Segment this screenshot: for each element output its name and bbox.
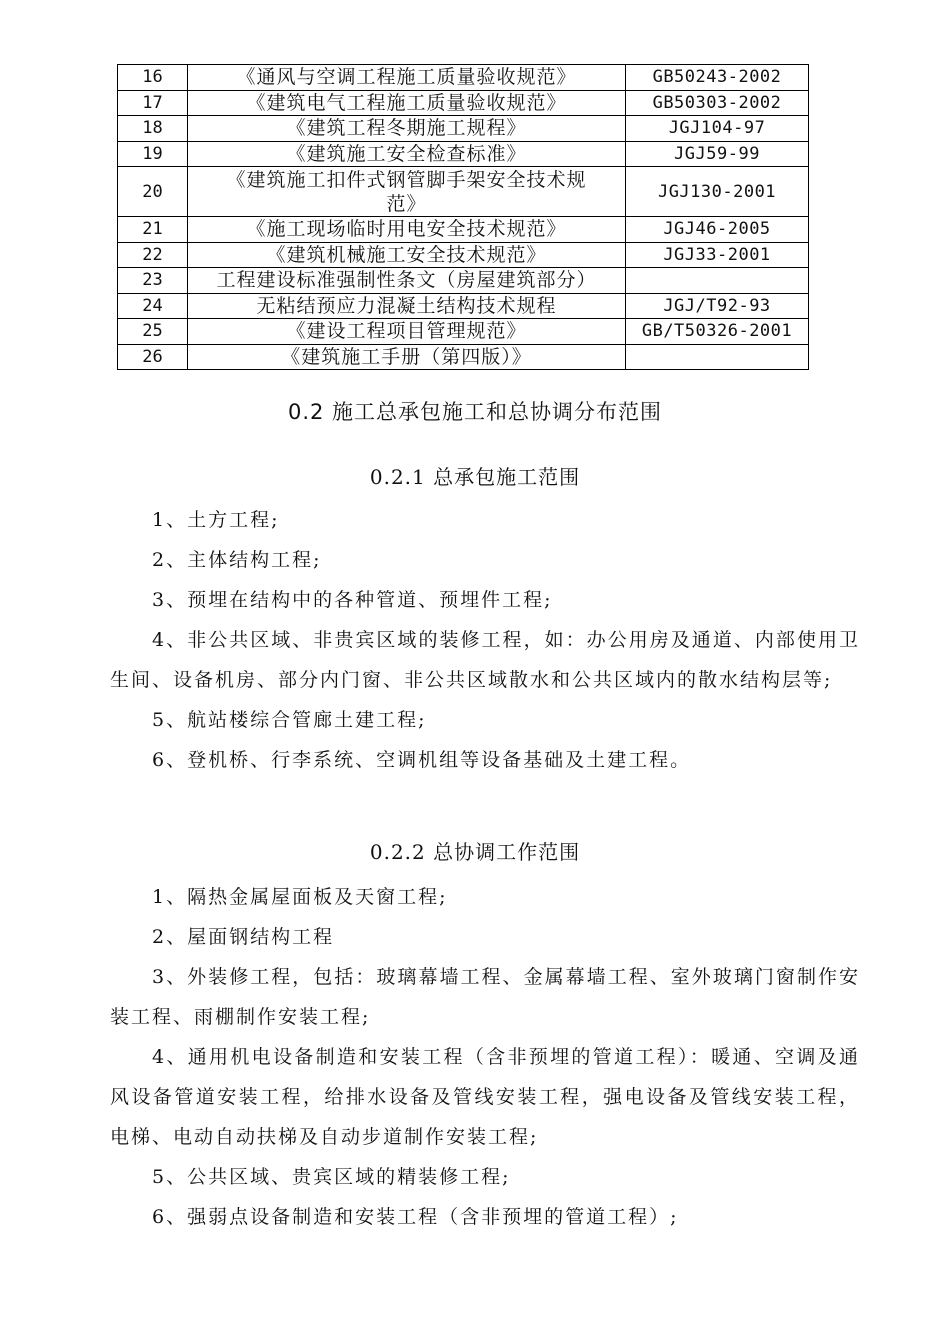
- standard-code: [626, 344, 809, 370]
- table-row: [118, 217, 809, 243]
- standard-code: [626, 268, 809, 294]
- list-item: 2、屋面钢结构工程: [152, 926, 335, 948]
- subsection-heading-0-2-2: 0.2.2 总协调工作范围: [369, 840, 581, 864]
- standard-name: 无粘结预应力混凝土结构技术规程: [188, 293, 626, 319]
- standard-code: JGJ130-2001: [626, 167, 809, 217]
- table-row: [118, 65, 809, 91]
- standard-name: 《施工现场临时用电安全技术规范》: [188, 217, 626, 243]
- table-row: [118, 268, 809, 294]
- row-number: 25: [118, 319, 188, 345]
- standard-name: 《建筑施工扣件式钢管脚手架安全技术规范》: [188, 167, 626, 217]
- standard-code: JGJ104-97: [626, 116, 809, 142]
- list-item: 1、土方工程;: [152, 509, 280, 531]
- standard-code: JGJ/T92-93: [626, 293, 809, 319]
- table-row: [118, 90, 809, 116]
- standard-name: 《通风与空调工程施工质量验收规范》: [188, 65, 626, 91]
- row-number: 22: [118, 242, 188, 268]
- subsection-heading-0-2-1: 0.2.1 总承包施工范围: [369, 465, 581, 489]
- list-item: 1、隔热金属屋面板及天窗工程;: [152, 886, 448, 908]
- table-row: [118, 293, 809, 319]
- standard-code: GB/T50326-2001: [626, 319, 809, 345]
- list-item: 4、非公共区域、非贵宾区域的装修工程，如：办公用房及通道、内部使用卫生间、设备机房、部分内门窗、非公共区域散水和公共区域内的散水结构层等;: [110, 629, 860, 691]
- standard-name: 《建筑机械施工安全技术规范》: [188, 242, 626, 268]
- standards-table: [117, 64, 809, 370]
- standard-name: 《建筑施工手册（第四版）》: [188, 344, 626, 370]
- table-row: [118, 344, 809, 370]
- list-item: 6、强弱点设备制造和安装工程（含非预埋的管道工程）;: [152, 1206, 679, 1228]
- list-item: 2、主体结构工程;: [152, 549, 322, 571]
- standard-name: 《建筑电气工程施工质量验收规范》: [188, 90, 626, 116]
- row-number: 23: [118, 268, 188, 294]
- row-number: 19: [118, 141, 188, 167]
- list-item: 5、航站楼综合管廊土建工程;: [152, 709, 427, 731]
- table-row: [118, 141, 809, 167]
- table-row: [118, 242, 809, 268]
- standard-code: JGJ59-99: [626, 141, 809, 167]
- row-number: 21: [118, 217, 188, 243]
- standard-code: JGJ46-2005: [626, 217, 809, 243]
- standard-code: GB50243-2002: [626, 65, 809, 91]
- standard-name: 《建设工程项目管理规范》: [188, 319, 626, 345]
- list-item: 3、外装修工程，包括：玻璃幕墙工程、金属幕墙工程、室外玻璃门窗制作安装工程、雨棚制作安装工程;: [110, 966, 860, 1028]
- standard-name: 《建筑工程冬期施工规程》: [188, 116, 626, 142]
- row-number: 17: [118, 90, 188, 116]
- standard-name: 工程建设标准强制性条文（房屋建筑部分）: [188, 268, 626, 294]
- row-number: 20: [118, 167, 188, 217]
- contracting-scope-list: [110, 500, 860, 780]
- table-row: [118, 116, 809, 142]
- table-row: [118, 319, 809, 345]
- row-number: 26: [118, 344, 188, 370]
- row-number: 18: [118, 116, 188, 142]
- list-item: 5、公共区域、贵宾区域的精装修工程;: [152, 1166, 511, 1188]
- row-number: 24: [118, 293, 188, 319]
- coordination-scope-list: [110, 877, 860, 1237]
- section-heading-0-2: 0.2 施工总承包施工和总协调分布范围: [287, 400, 663, 424]
- table-row: [118, 167, 809, 217]
- list-item: 6、登机桥、行李系统、空调机组等设备基础及土建工程。: [152, 749, 692, 771]
- list-item: 3、预埋在结构中的各种管道、预埋件工程;: [152, 589, 553, 611]
- row-number: 16: [118, 65, 188, 91]
- standard-name: 《建筑施工安全检查标准》: [188, 141, 626, 167]
- list-item: 4、通用机电设备制造和安装工程（含非预埋的管道工程）：暖通、空调及通风设备管道安装工程，给排水设备及管线安装工程，强电设备及管线安装工程，电梯、电动自动扶梯及自动步道制作安装工程;: [110, 1046, 860, 1148]
- standard-code: JGJ33-2001: [626, 242, 809, 268]
- standard-code: GB50303-2002: [626, 90, 809, 116]
